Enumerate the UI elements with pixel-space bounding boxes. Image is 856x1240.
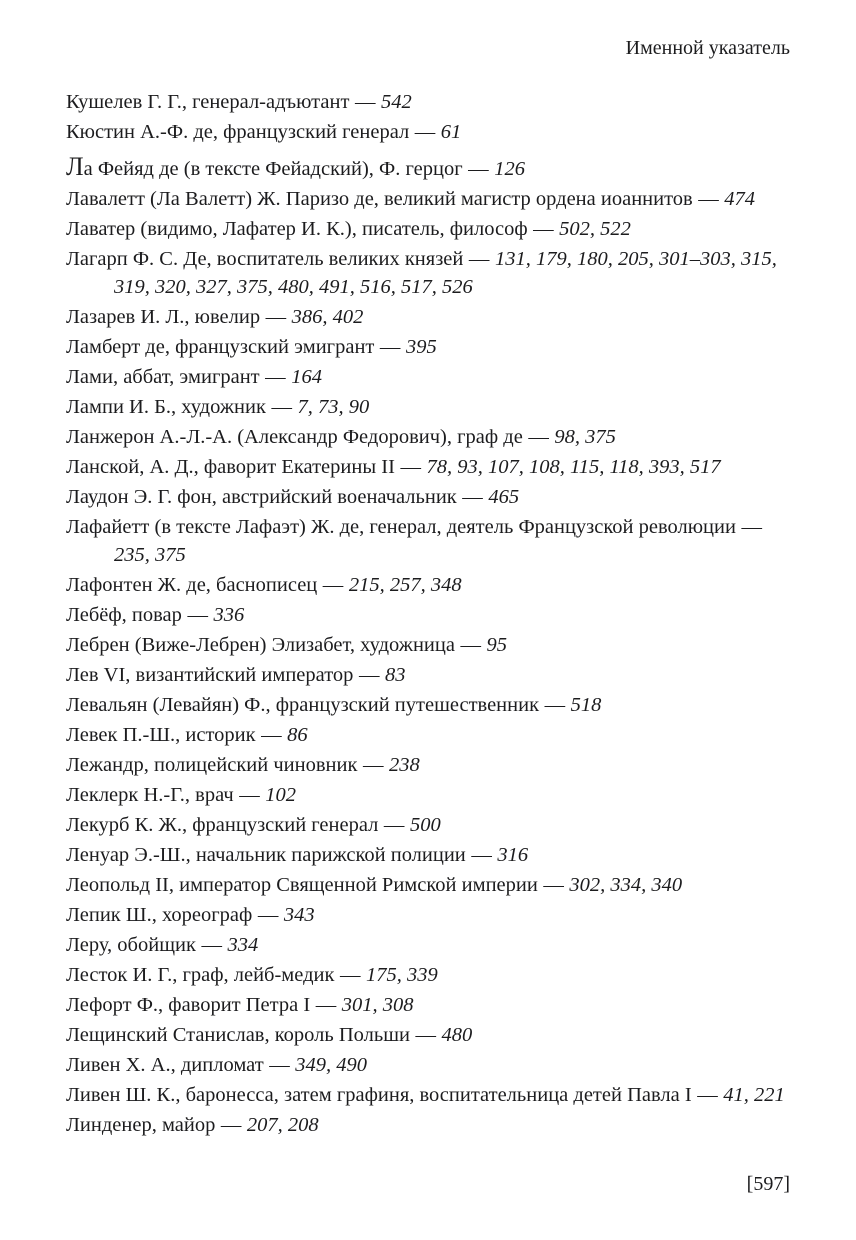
- index-entry: [66, 453, 790, 481]
- index-list: [66, 88, 790, 1139]
- entry-pages: 41, 221: [723, 1084, 785, 1106]
- entry-separator: —: [257, 904, 279, 926]
- entry-pages: 102: [265, 784, 296, 806]
- index-entry: [66, 901, 790, 929]
- entry-separator: —: [261, 724, 282, 746]
- entry-name: Лавалетт (Ла Валетт) Ж. Паризо де, великий магистр ордена иоаннитов: [66, 188, 693, 210]
- entry-pages: 131, 179, 180, 205, 301–303, 315, 319, 320, 327, 375, 480, 491, 516, 517, 526: [114, 248, 777, 298]
- index-entry: [66, 1111, 790, 1139]
- entry-name: Лепик Ш., хореограф: [66, 904, 253, 926]
- index-entry: [66, 991, 790, 1019]
- entry-name: Ламберт де, французский эмигрант: [66, 336, 375, 358]
- entry-name: Линденер, майор: [66, 1114, 216, 1136]
- index-entry: [66, 363, 790, 391]
- entry-separator: —: [462, 486, 483, 508]
- index-entry: [66, 88, 790, 116]
- entry-name: а Фейяд де (в тексте Фейадский), Ф. герцог: [83, 158, 463, 180]
- entry-separator: —: [468, 158, 489, 180]
- entry-pages: 95: [486, 634, 508, 656]
- entry-pages: 518: [570, 694, 602, 716]
- entry-separator: —: [340, 964, 361, 986]
- entry-pages: 7, 73, 90: [297, 396, 370, 418]
- index-entry: [66, 393, 790, 421]
- entry-separator: —: [358, 664, 380, 686]
- entry-name: Ланжерон А.-Л.-А. (Александр Федорович), граф де: [66, 426, 523, 448]
- index-entry: [66, 601, 790, 629]
- entry-pages: 349, 490: [295, 1054, 367, 1076]
- entry-name: Лазарев И. Л., ювелир: [66, 306, 261, 328]
- entry-separator: —: [400, 456, 421, 478]
- entry-pages: 336: [213, 604, 245, 626]
- index-entry: [66, 333, 790, 361]
- entry-pages: 98, 375: [554, 426, 616, 448]
- entry-pages: 386, 402: [291, 306, 364, 328]
- entry-name: Кюстин А.-Ф. де, французский генерал: [66, 121, 410, 143]
- index-entry: [66, 1081, 790, 1109]
- index-entry: [66, 423, 790, 451]
- entry-name: Ленуар Э.-Ш., начальник парижской полиции: [66, 844, 466, 866]
- entry-pages: 465: [488, 486, 520, 508]
- index-entry: [66, 841, 790, 869]
- entry-name: Левальян (Левайян) Ф., французский путешественник: [66, 694, 540, 716]
- entry-pages: 175, 339: [366, 964, 438, 986]
- entry-pages: 502, 522: [559, 218, 631, 240]
- entry-name: Лесток И. Г., граф, лейб-медик: [66, 964, 335, 986]
- entry-separator: —: [354, 91, 376, 113]
- entry-separator: —: [460, 634, 481, 656]
- entry-pages: 238: [389, 754, 420, 776]
- index-entry: [66, 781, 790, 809]
- index-entry: [66, 1021, 790, 1049]
- entry-separator: —: [379, 336, 401, 358]
- index-entry: [66, 751, 790, 779]
- index-entry: [66, 483, 790, 511]
- index-entry: [66, 961, 790, 989]
- entry-name: Лафонтен Ж. де, баснописец: [66, 574, 318, 596]
- entry-name: Леопольд II, император Священной Римской империи: [66, 874, 538, 896]
- index-entry: [66, 571, 790, 599]
- index-entry: [66, 153, 790, 183]
- entry-separator: —: [741, 516, 762, 538]
- entry-pages: 334: [227, 934, 259, 956]
- entry-pages: 215, 257, 348: [348, 574, 462, 596]
- entry-separator: —: [201, 934, 222, 956]
- entry-pages: 86: [287, 724, 308, 746]
- entry-name: Лаватер (видимо, Лафатер И. К.), писатель, философ: [66, 218, 528, 240]
- entry-name: Ливен Ш. К., баронесса, затем графиня, воспитательница детей Павла I: [66, 1084, 692, 1106]
- entry-separator: —: [220, 1114, 242, 1136]
- entry-separator: —: [468, 248, 490, 270]
- entry-separator: —: [383, 814, 405, 836]
- index-entry: [66, 931, 790, 959]
- entry-name: Лекурб К. Ж., французский генерал: [66, 814, 379, 836]
- entry-pages: 207, 208: [246, 1114, 319, 1136]
- entry-name: Лещинский Станислав, король Польши: [66, 1024, 410, 1046]
- entry-separator: —: [265, 366, 286, 388]
- entry-pages: 343: [283, 904, 315, 926]
- entry-name: Левек П.-Ш., историк: [66, 724, 256, 746]
- page-number: [597]: [746, 1173, 790, 1195]
- entry-separator: —: [265, 306, 287, 328]
- entry-pages: 78, 93, 107, 108, 115, 118, 393, 517: [426, 456, 721, 478]
- index-entry: [66, 215, 790, 243]
- entry-name: Лефорт Ф., фаворит Петра I: [66, 994, 311, 1016]
- entry-name: Лами, аббат, эмигрант: [66, 366, 260, 388]
- index-entry: [66, 118, 790, 146]
- entry-separator: —: [315, 994, 337, 1016]
- entry-separator: —: [698, 188, 719, 210]
- entry-name: Ливен Х. А., дипломат: [66, 1054, 264, 1076]
- entry-name: Лев VI, византийский император: [66, 664, 354, 686]
- entry-separator: —: [528, 426, 549, 448]
- index-entry: [66, 1051, 790, 1079]
- entry-separator: —: [239, 784, 260, 806]
- entry-separator: —: [543, 874, 564, 896]
- entry-pages: 83: [384, 664, 406, 686]
- entry-name: Леру, обойщик: [66, 934, 196, 956]
- index-entry: [66, 871, 790, 899]
- entry-separator: —: [471, 844, 492, 866]
- entry-separator: —: [187, 604, 208, 626]
- index-entry: [66, 661, 790, 689]
- entry-pages: 542: [380, 91, 412, 113]
- running-head: Именной указатель: [625, 37, 790, 59]
- index-entry: [66, 631, 790, 659]
- entry-pages: 126: [494, 158, 525, 180]
- entry-name: Лежандр, полицейский чиновник: [66, 754, 358, 776]
- entry-pages: 474: [724, 188, 756, 210]
- entry-separator: —: [415, 1024, 436, 1046]
- entry-name: Лафайетт (в тексте Лафаэт) Ж. де, генерал, деятель Французской революции: [66, 516, 736, 538]
- index-entry: [66, 811, 790, 839]
- entry-name: Лебрен (Виже-Лебрен) Элизабет, художница: [66, 634, 455, 656]
- entry-separator: —: [269, 1054, 290, 1076]
- entry-pages: 480: [441, 1024, 473, 1046]
- entry-pages: 61: [440, 121, 462, 143]
- entry-separator: —: [697, 1084, 718, 1106]
- index-entry: [66, 245, 790, 301]
- entry-name: Лагарп Ф. С. Де, воспитатель великих князей: [66, 248, 464, 270]
- entry-pages: 235, 375: [114, 544, 186, 566]
- index-entry: [66, 721, 790, 749]
- entry-separator: —: [271, 396, 292, 418]
- entry-name: Лампи И. Б., художник: [66, 396, 266, 418]
- index-entry: [66, 691, 790, 719]
- entry-pages: 316: [497, 844, 529, 866]
- entry-pages: 301, 308: [341, 994, 414, 1016]
- entry-pages: 164: [291, 366, 322, 388]
- entry-name: Лебёф, повар: [66, 604, 182, 626]
- entry-name: Леклерк Н.-Г., врач: [66, 784, 234, 806]
- entry-separator: —: [362, 754, 384, 776]
- entry-name: Ланской, А. Д., фаворит Екатерины II: [66, 456, 395, 478]
- entry-separator: —: [544, 694, 566, 716]
- index-entry: [66, 513, 790, 569]
- entry-separator: —: [414, 121, 436, 143]
- entry-name: Лаудон Э. Г. фон, австрийский военачальник: [66, 486, 457, 508]
- entry-pages: 395: [405, 336, 437, 358]
- index-entry: [66, 303, 790, 331]
- entry-separator: —: [533, 218, 554, 240]
- entry-initial: Л: [66, 152, 84, 181]
- entry-name: Кушелев Г. Г., генерал-адъютант: [66, 91, 350, 113]
- index-entry: [66, 185, 790, 213]
- entry-pages: 500: [409, 814, 441, 836]
- entry-pages: 302, 334, 340: [569, 874, 683, 896]
- entry-separator: —: [322, 574, 344, 596]
